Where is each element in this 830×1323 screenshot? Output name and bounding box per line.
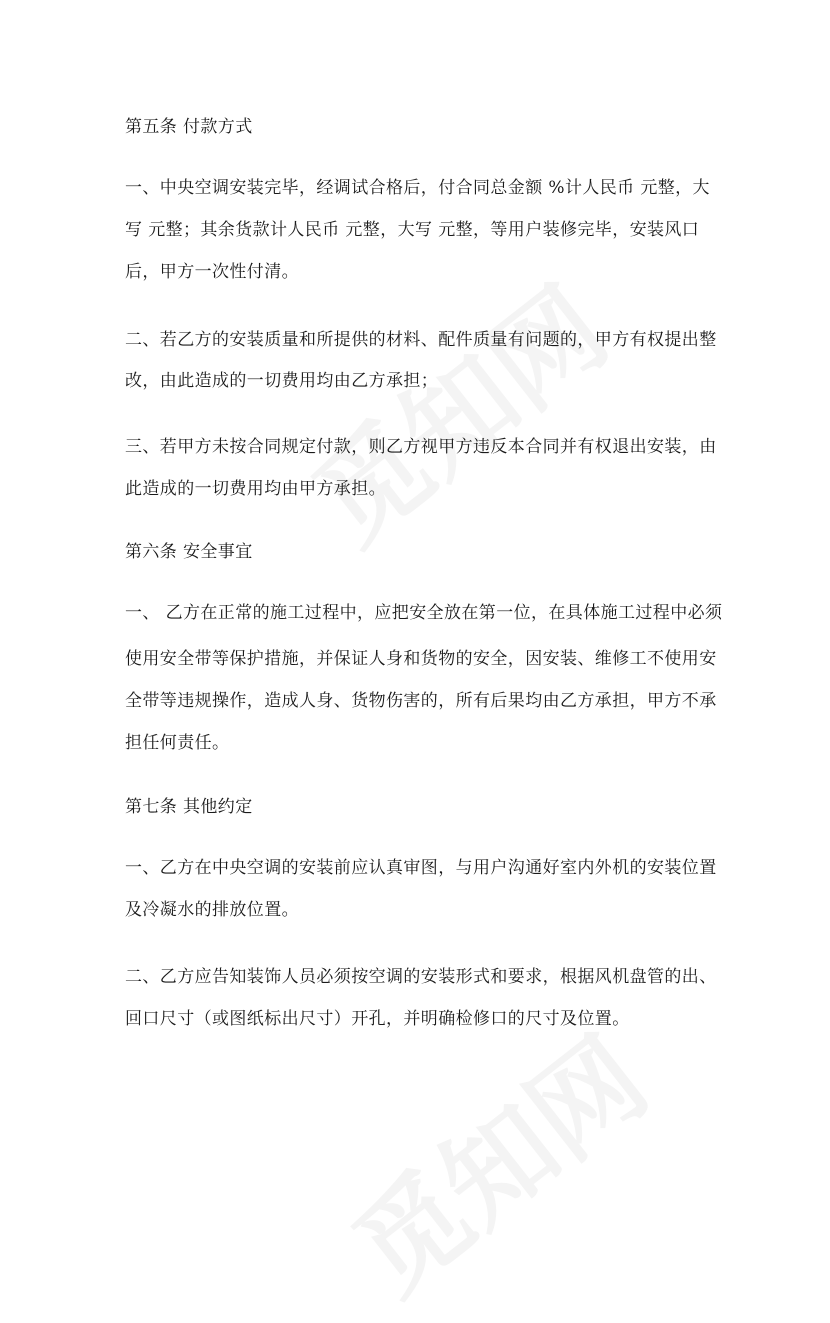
section-6-heading: 第六条 安全事宜 — [125, 542, 253, 562]
section-7-heading: 第七条 其他约定 — [125, 797, 253, 817]
paragraph-line: 三、若甲方未按合同规定付款，则乙方视甲方违反本合同并有权退出安装，由 — [125, 437, 717, 457]
paragraph-line: 全带等违规操作，造成人身、货物伤害的，所有后果均由乙方承担，甲方不承 — [125, 691, 717, 711]
watermark-bottom — [316, 995, 673, 1323]
paragraph-line: 二、若乙方的安装质量和所提供的材料、配件质量有问题的，甲方有权提出整 — [125, 330, 717, 350]
paragraph-line: 此造成的一切费用均由甲方承担。 — [125, 479, 386, 499]
paragraph-line: 一、乙方在中央空调的安装前应认真审图，与用户沟通好室内外机的安装位置 — [125, 858, 717, 878]
paragraph-line: 改，由此造成的一切费用均由乙方承担； — [125, 371, 439, 391]
watermark — [276, 245, 633, 573]
paragraph-line: 写 元整；其余货款计人民币 元整，大写 元整，等用户装修完毕，安装风口 — [125, 220, 700, 240]
paragraph-line: 使用安全带等保护措施，并保证人身和货物的安全，因安装、维修工不使用安 — [125, 649, 717, 669]
paragraph-line: 回口尺寸（或图纸标出尺寸）开孔，并明确检修口的尺寸及位置。 — [125, 1009, 630, 1029]
paragraph-line: 后，甲方一次性付清。 — [125, 262, 299, 282]
paragraph-line: 一、中央空调安装完毕，经调试合格后，付合同总金额 %计人民币 元整，大 — [125, 178, 710, 198]
paragraph-line: 一、 乙方在正常的施工过程中，应把安全放在第一位，在具体施工过程中必须 — [125, 603, 723, 623]
section-5-heading: 第五条 付款方式 — [125, 117, 253, 137]
paragraph-line: 担任何责任。 — [125, 733, 230, 753]
paragraph-line: 二、乙方应告知装饰人员必须按空调的安装形式和要求，根据风机盘管的出、 — [125, 967, 717, 987]
paragraph-line: 及冷凝水的排放位置。 — [125, 900, 299, 920]
